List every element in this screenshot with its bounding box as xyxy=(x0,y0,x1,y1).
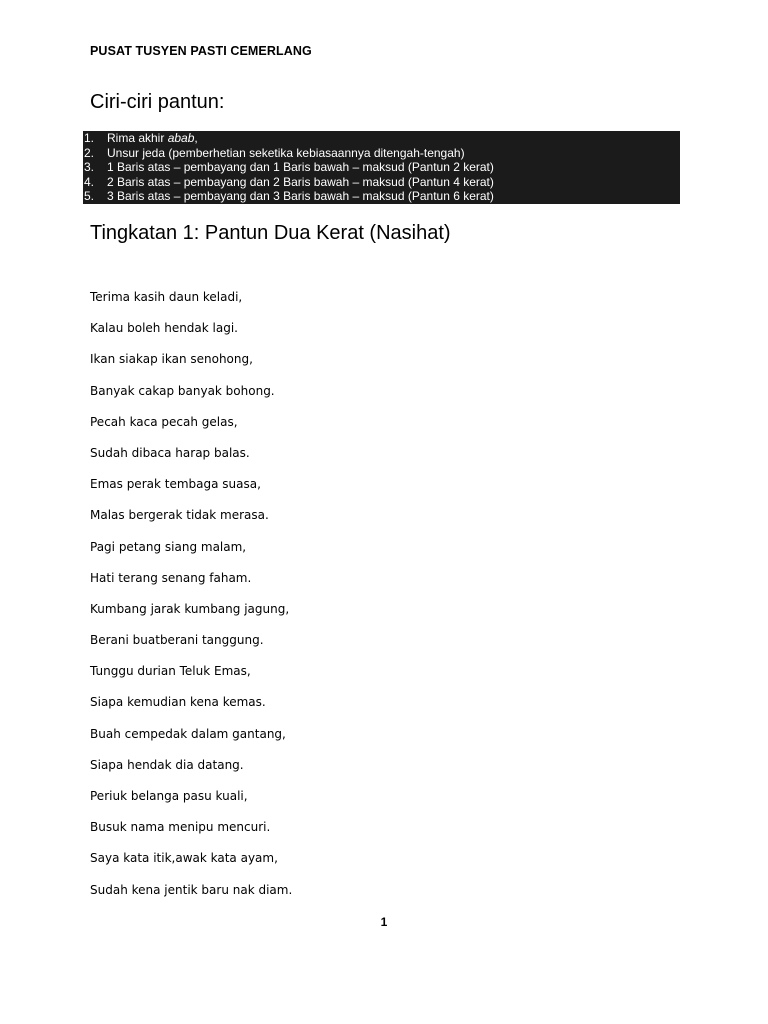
pantun-line: Siapa hendak dia datang. xyxy=(90,757,244,772)
features-list xyxy=(83,131,680,204)
pantun-line: Pagi petang siang malam, xyxy=(90,539,247,554)
pantun-line: Terima kasih daun keladi, xyxy=(90,290,243,304)
pantun-line: Berani buatberani tanggung. xyxy=(90,633,264,648)
pantun-line: Busuk nama menipu mencuri. xyxy=(90,820,271,835)
feature-text-emphasis: abab xyxy=(167,131,195,145)
pantun-line: Ikan siakap ikan senohong, xyxy=(90,352,253,367)
document-header: PUSAT TUSYEN PASTI CEMERLANG xyxy=(90,44,312,58)
pantun-line: Periuk belanga pasu kuali, xyxy=(90,789,248,803)
feature-text-main: 3 Baris atas – pembayang dan 3 Baris bawah – maksud (Pantun 6 kerat) xyxy=(107,189,494,204)
pantun-line: Kalau boleh hendak lagi. xyxy=(90,321,238,336)
pantun-line: Emas perak tembaga suasa, xyxy=(90,477,261,492)
pantun-line: Pecah kaca pecah gelas, xyxy=(90,414,238,429)
pantun-line: Tunggu durian Teluk Emas, xyxy=(90,664,251,679)
feature-text-main: 1 Baris atas – pembayang dan 1 Baris bawah – maksud (Pantun 2 kerat) xyxy=(107,160,494,175)
pantun-line: Sudah kena jentik baru nak diam. xyxy=(90,882,293,897)
feature-item xyxy=(83,131,680,146)
pantun-line: Sudah dibaca harap balas. xyxy=(90,445,250,460)
feature-number: 4. xyxy=(84,174,95,189)
feature-text xyxy=(107,146,465,161)
feature-text xyxy=(107,160,494,175)
features-heading: Ciri-ciri pantun: xyxy=(90,91,225,113)
feature-number: 3. xyxy=(84,160,95,175)
feature-item xyxy=(83,146,680,161)
feature-number: 1. xyxy=(84,131,95,145)
pantun-line: Siapa kemudian kena kemas. xyxy=(90,695,266,710)
page-number: 1 xyxy=(380,915,388,929)
feature-number: 2. xyxy=(84,145,95,160)
feature-text xyxy=(107,175,494,190)
feature-number: 5. xyxy=(84,189,95,204)
pantun-line: Saya kata itik,awak kata ayam, xyxy=(90,851,278,866)
pantun-lines xyxy=(90,288,292,912)
feature-text xyxy=(107,189,494,204)
feature-text xyxy=(107,131,198,146)
feature-text-main: 2 Baris atas – pembayang dan 2 Baris bawah – maksud (Pantun 4 kerat) xyxy=(107,174,494,189)
pantun-line: Banyak cakap banyak bohong. xyxy=(90,383,275,398)
pantun-line: Kumbang jarak kumbang jagung, xyxy=(90,601,290,616)
pantun-heading: Tingkatan 1: Pantun Dua Kerat (Nasihat) xyxy=(90,222,451,244)
feature-text-main: Rima akhir xyxy=(107,131,168,145)
feature-item xyxy=(83,160,680,175)
feature-text-main: Unsur jeda (pemberhetian seketika kebiasaannya ditengah-tengah) xyxy=(107,145,465,160)
feature-item xyxy=(83,175,680,190)
pantun-line: Buah cempedak dalam gantang, xyxy=(90,726,286,741)
pantun-line: Hati terang senang faham. xyxy=(90,570,252,585)
pantun-line: Malas bergerak tidak merasa. xyxy=(90,508,269,523)
feature-item xyxy=(83,189,680,204)
feature-text-after: , xyxy=(194,131,198,145)
